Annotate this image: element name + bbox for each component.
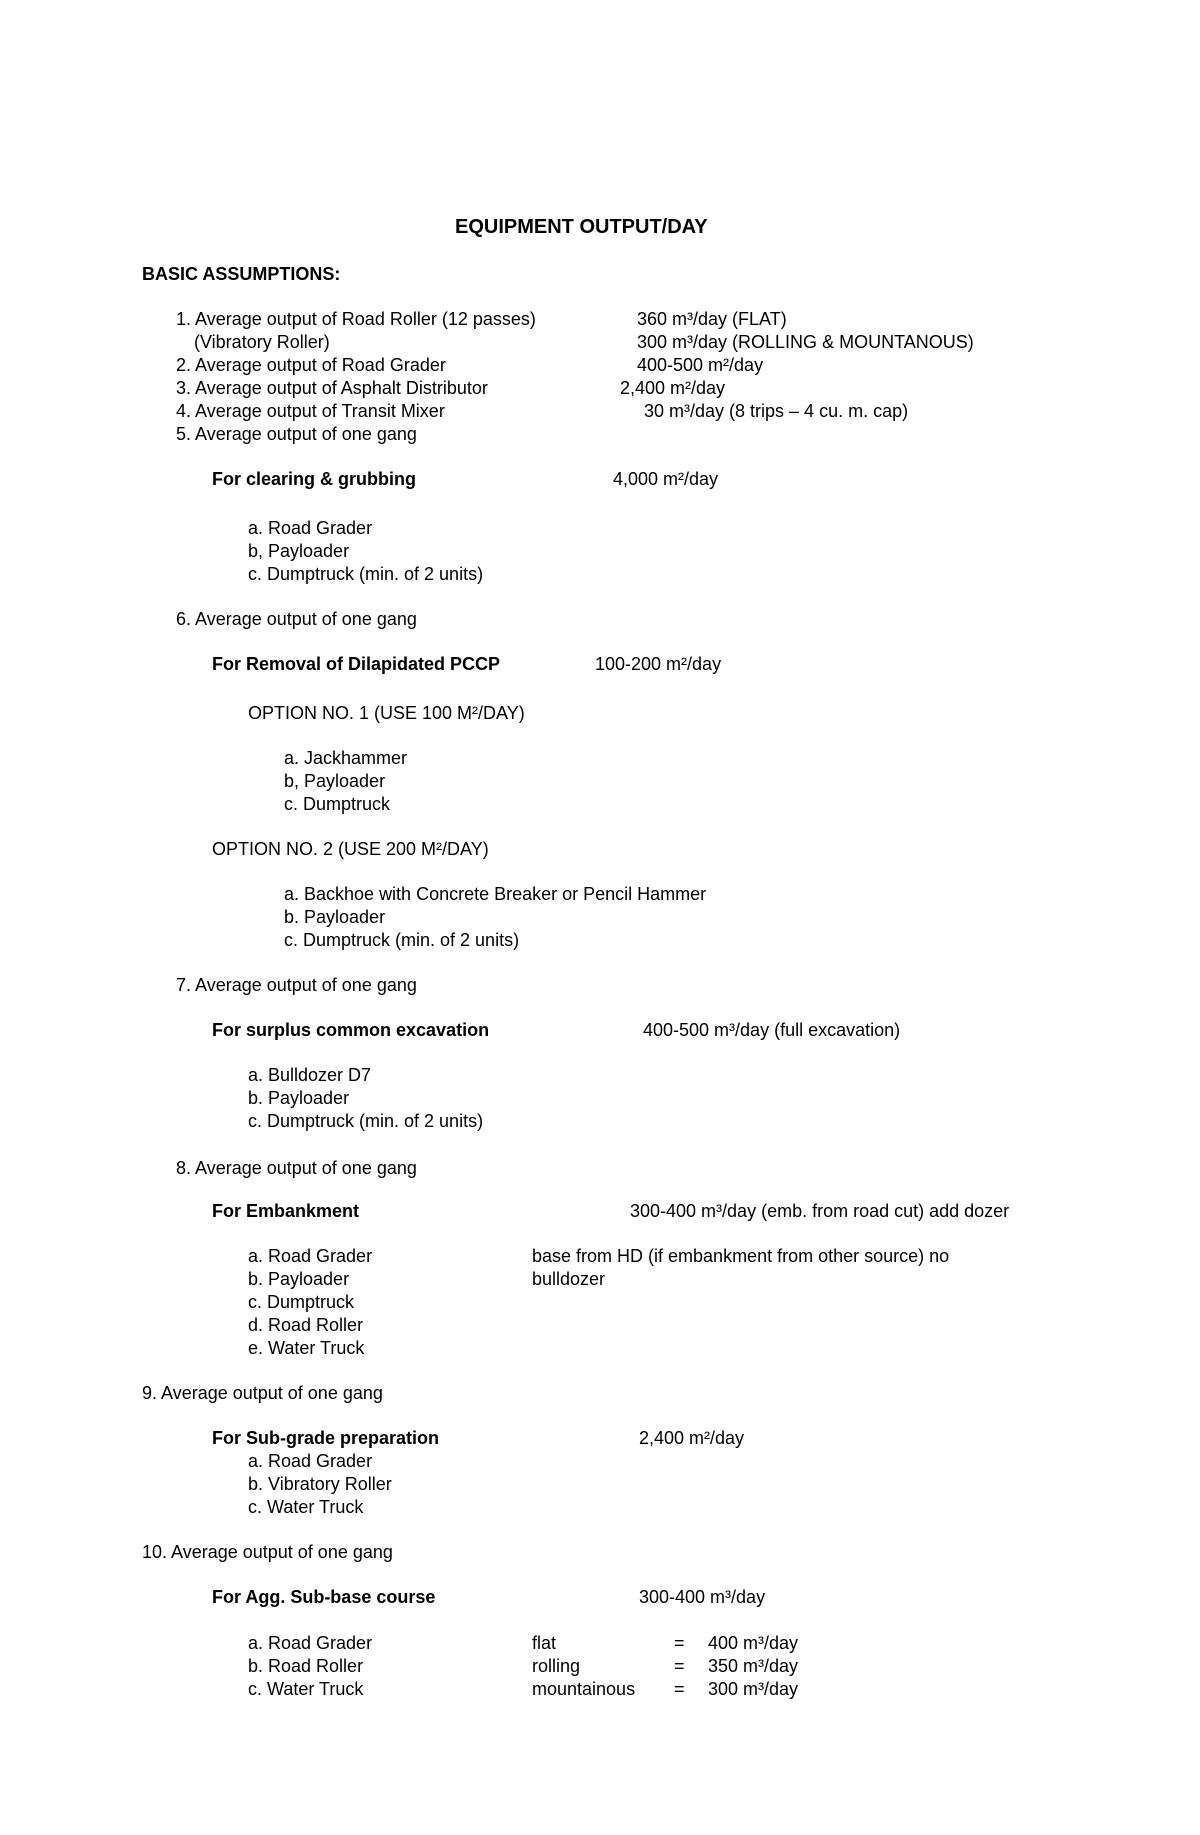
item-4-value: 30 m³/day (8 trips – 4 cu. m. cap) xyxy=(644,401,909,421)
list-item: d. Road Roller xyxy=(248,1315,364,1335)
item-4-label: 4. Average output of Transit Mixer xyxy=(176,401,445,421)
subbase-heading: For Agg. Sub-base course xyxy=(212,1587,436,1607)
assumptions-heading: BASIC ASSUMPTIONS: xyxy=(142,264,341,284)
rate-equals: = xyxy=(674,1679,685,1699)
list-item: b. Vibratory Roller xyxy=(248,1474,392,1494)
excavation-value: 400-500 m³/day (full excavation) xyxy=(643,1020,901,1040)
clearing-heading: For clearing & grubbing xyxy=(212,469,417,489)
item-5-label: 5. Average output of one gang xyxy=(176,424,417,444)
embankment-note-line-2: bulldozer xyxy=(532,1269,606,1289)
item-10-label: 10. Average output of one gang xyxy=(142,1542,393,1562)
option-2-label: OPTION NO. 2 (USE 200 M²/DAY) xyxy=(212,839,489,859)
item-2-label: 2. Average output of Road Grader xyxy=(176,355,446,375)
list-item: c. Dumptruck xyxy=(284,794,391,814)
list-item: c. Dumptruck xyxy=(248,1292,355,1312)
subgrade-heading: For Sub-grade preparation xyxy=(212,1428,440,1448)
list-item: e. Water Truck xyxy=(248,1338,365,1358)
rate-value: 400 m³/day xyxy=(708,1633,799,1653)
rate-value: 300 m³/day xyxy=(708,1679,799,1699)
list-item: c. Dumptruck (min. of 2 units) xyxy=(248,564,484,584)
item-1b-value: 300 m³/day (ROLLING & MOUNTANOUS) xyxy=(637,332,974,352)
rate-value: 350 m³/day xyxy=(708,1656,799,1676)
rate-equals: = xyxy=(674,1656,685,1676)
item-3-value: 2,400 m²/day xyxy=(620,378,726,398)
embankment-value: 300-400 m³/day (emb. from road cut) add dozer xyxy=(630,1201,1010,1221)
item-8-label: 8. Average output of one gang xyxy=(176,1158,417,1178)
list-item: a. Road Grader xyxy=(248,518,373,538)
list-item: b. Payloader xyxy=(248,1088,350,1108)
rate-equals: = xyxy=(674,1633,685,1653)
list-item: b, Payloader xyxy=(284,771,386,791)
item-1-value: 360 m³/day (FLAT) xyxy=(637,309,787,329)
item-3-label: 3. Average output of Asphalt Distributor xyxy=(176,378,488,398)
list-item: a. Jackhammer xyxy=(284,748,408,768)
list-item: a. Backhoe with Concrete Breaker or Pencil Hammer xyxy=(284,884,707,904)
list-item: c. Dumptruck (min. of 2 units) xyxy=(248,1111,484,1131)
list-item: a. Bulldozer D7 xyxy=(248,1065,372,1085)
subgrade-value: 2,400 m²/day xyxy=(639,1428,745,1448)
list-item: c. Water Truck xyxy=(248,1679,364,1699)
item-6-label: 6. Average output of one gang xyxy=(176,609,417,629)
excavation-heading: For surplus common excavation xyxy=(212,1020,490,1040)
list-item: b. Road Roller xyxy=(248,1656,364,1676)
list-item: c. Water Truck xyxy=(248,1497,364,1517)
list-item: b, Payloader xyxy=(248,541,350,561)
list-item: b. Payloader xyxy=(248,1269,350,1289)
item-9-label: 9. Average output of one gang xyxy=(142,1383,383,1403)
item-1b-label: (Vibratory Roller) xyxy=(194,332,330,352)
list-item: a. Road Grader xyxy=(248,1451,373,1471)
item-1-label: 1. Average output of Road Roller (12 passes) xyxy=(176,309,536,329)
rate-terrain: rolling xyxy=(532,1656,581,1676)
embankment-heading: For Embankment xyxy=(212,1201,360,1221)
rate-terrain: flat xyxy=(532,1633,557,1653)
embankment-note-line-1: base from HD (if embankment from other source) no xyxy=(532,1246,950,1266)
page-title: EQUIPMENT OUTPUT/DAY xyxy=(455,216,708,238)
list-item: b. Payloader xyxy=(284,907,386,927)
subbase-value: 300-400 m³/day xyxy=(639,1587,766,1607)
option-1-label: OPTION NO. 1 (USE 100 M²/DAY) xyxy=(248,703,525,723)
item-2-value: 400-500 m²/day xyxy=(637,355,764,375)
clearing-value: 4,000 m²/day xyxy=(613,469,719,489)
removal-heading: For Removal of Dilapidated PCCP xyxy=(212,654,501,674)
item-7-label: 7. Average output of one gang xyxy=(176,975,417,995)
list-item: a. Road Grader xyxy=(248,1246,373,1266)
rate-terrain: mountainous xyxy=(532,1679,636,1699)
removal-value: 100-200 m²/day xyxy=(595,654,722,674)
list-item: c. Dumptruck (min. of 2 units) xyxy=(284,930,520,950)
list-item: a. Road Grader xyxy=(248,1633,373,1653)
